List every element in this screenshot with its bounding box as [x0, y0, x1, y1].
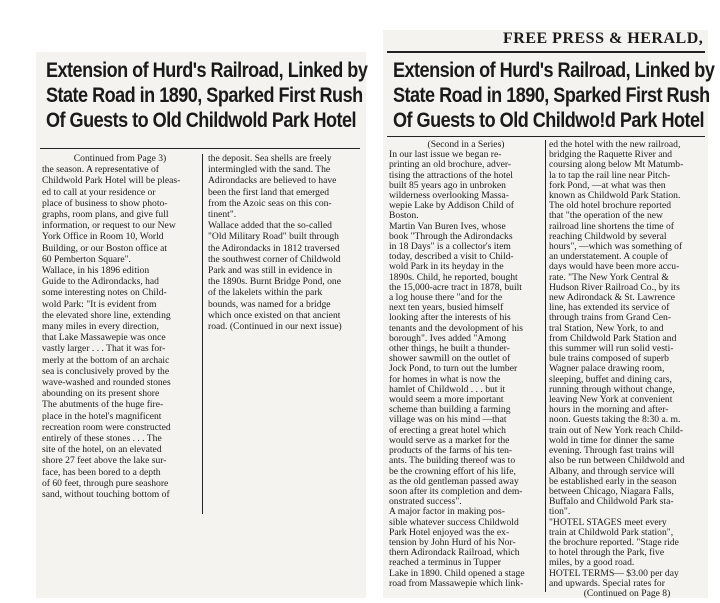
text-line: other things, he built a thunder-: [389, 344, 510, 355]
text-line: sea is conclusively proved by the: [42, 365, 170, 377]
text-line: known as Childwold Park Station.: [549, 191, 681, 202]
text-line: the deposit. Sea shells are freely: [208, 153, 332, 164]
text-line: fork Pond, —at what was then: [549, 180, 666, 191]
text-line: Building, or our Boston office at: [42, 242, 168, 254]
text-line: for homes in what is now the: [389, 374, 501, 385]
text-line: Hudson River Railroad Co., by its: [549, 282, 680, 293]
text-line: sand, without touching bottom of: [42, 489, 170, 501]
text-line: scheme than building a farming: [389, 405, 511, 416]
text-line: next ten years, busied himself: [389, 303, 504, 314]
text-line: tension by John Hurd of his Nor-: [389, 537, 516, 548]
text-line: road. (Continued in our next issue): [208, 321, 342, 333]
text-line: A major factor in making pos-: [389, 507, 505, 518]
text-line: a log house there "and for the: [389, 293, 503, 304]
text-line: that Lake Massawepie was once: [42, 332, 166, 344]
text-line: (Continued on Page 8): [583, 588, 671, 599]
text-line: HOTEL TERMS— $3.00 per day: [549, 568, 679, 579]
headline-rule: [387, 136, 705, 137]
text-line: in 18 Days" is a collector's item: [389, 242, 511, 253]
text-line: borough". Ives added "Among: [389, 333, 507, 344]
text-line: ed the hotel with the new railroad,: [549, 140, 681, 150]
column-rule: [202, 154, 203, 514]
text-line: intermingled with the sand. The: [208, 164, 331, 176]
text-line: Park and was still in evidence in: [208, 265, 333, 277]
text-line: thern Adirondack Railroad, which: [389, 548, 520, 559]
text-line: which once existed on that ancient: [208, 309, 341, 321]
text-line: onstrated success".: [389, 497, 462, 508]
text-line: bule trains composed of superb: [549, 354, 669, 365]
text-line: wave-washed and rounded stones: [42, 377, 171, 389]
left-clipping: [36, 52, 366, 598]
text-line: Childwold Park Hotel will be pleas-: [42, 175, 181, 187]
text-line: the 15,000-acre tract in 1878, built: [389, 282, 522, 293]
text-line: train out of New York reach Child-: [549, 425, 684, 436]
left-headline-line-3: Of Guests to Old Childwold Park Hotel: [46, 109, 357, 132]
right-headline-line-2: State Road in 1890, Sparked First Rush: [393, 84, 710, 107]
text-line: new Adirondack & St. Lawrence: [549, 293, 676, 304]
text-line: looking after the interests of his: [389, 313, 511, 324]
text-line: from Childwold Park Station and: [549, 333, 677, 344]
text-line: merly at the bottom of an archaic: [42, 354, 170, 366]
text-line: wold Park in its heyday in the: [389, 262, 504, 273]
text-line: be established early in the season: [549, 476, 677, 487]
text-line: the season. A representative of: [42, 164, 159, 176]
text-line: wilderness overlooking Massa-: [389, 191, 509, 202]
text-line: an understatement. A couple of: [549, 252, 669, 263]
text-line: tising the attractions of the hotel: [389, 170, 513, 181]
left-headline: [46, 58, 367, 133]
text-line: line, has extended its service of: [549, 303, 670, 314]
text-line: sible whatever success Childwold: [389, 517, 519, 528]
text-line: evening. Through fast trains will: [549, 446, 675, 457]
text-line: hours", —which was something of: [549, 242, 683, 253]
text-line: been the first land that emerged: [208, 186, 330, 198]
text-line: Continued from Page 3): [73, 153, 167, 164]
left-headline-line-2: State Road in 1890, Sparked First Rush: [46, 84, 363, 107]
masthead: FREE PRESS & HERALD,: [503, 30, 704, 47]
text-line: to hotel through the Park, five: [549, 548, 665, 559]
text-line: tion".: [549, 507, 571, 518]
text-line: sleeping, buffet and dining cars,: [549, 374, 672, 385]
text-line: Albany, and through service will: [549, 466, 675, 477]
text-line: "Old Military Road" built through: [208, 231, 339, 243]
text-line: miles, by a good road.: [549, 558, 635, 569]
text-line: reaching Childwold by several: [549, 231, 667, 242]
text-line: Adirondacks are believed to have: [208, 175, 337, 187]
right-headline-line-1: Extension of Hurd's Railroad, Linked by: [393, 59, 715, 82]
text-line: Park Hotel enjoyed was the ex-: [389, 527, 510, 538]
text-line: site of the hotel, on an elevated: [42, 444, 162, 456]
text-line: running through without change,: [549, 384, 675, 395]
text-line: information, or request to our New: [42, 220, 176, 232]
text-line: The old hotel brochure reported: [549, 201, 672, 212]
text-line: rate. "The New York Central &: [549, 272, 669, 283]
right-column-2: [549, 140, 705, 599]
text-line: the brochure reported. "Stage ride: [549, 537, 679, 548]
text-line: Jock Pond, to turn out the lumber: [389, 364, 518, 375]
text-line: tinent".: [208, 209, 237, 221]
text-line: railroad line shortens the time of: [549, 221, 674, 232]
masthead-rule: [387, 51, 705, 53]
text-line: of 60 feet, through pure seashore: [42, 477, 169, 489]
text-line: Lake in 1890. Child opened a stage: [389, 568, 525, 579]
text-line: the 1890s. Burnt Bridge Pond, one: [208, 276, 341, 288]
text-line: place in the hotel's magnificent: [42, 410, 162, 422]
text-line: would serve as a market for the: [389, 435, 510, 446]
text-line: shower sawmill on the outlet of: [389, 354, 511, 365]
text-line: York Office in Room 10, World: [42, 231, 164, 243]
text-line: face, has been bored to a depth: [42, 466, 161, 478]
text-line: road from Massawepie which link-: [389, 578, 524, 589]
text-line: tral Station, New York, to and: [549, 323, 664, 334]
text-line: printing an old brochure, adver-: [389, 160, 512, 171]
text-line: vastly larger . . . That it was for-: [42, 343, 166, 355]
text-line: tenants and the devolopment of his: [389, 323, 524, 334]
text-line: of the lakelets within the park: [208, 287, 323, 299]
text-line: bounds, was named for a bridge: [208, 298, 331, 310]
text-line: graphs, room plans, and give full: [42, 209, 169, 221]
text-line: products of the farms of his ten-: [389, 446, 513, 457]
left-column-2: [208, 153, 362, 332]
text-line: soon after its completion and dem-: [389, 486, 523, 497]
text-line: through trains from Grand Cen-: [549, 313, 672, 324]
text-line: hours in the morning and after-: [549, 405, 669, 416]
text-line: the Adirondacks in 1812 traversed: [208, 242, 340, 254]
text-line: many miles in every direction,: [42, 321, 159, 333]
text-line: days would have been more accu-: [549, 262, 680, 273]
text-line: would seem a more important: [389, 395, 504, 406]
text-line: place of business to show photo-: [42, 197, 168, 209]
text-line: In our last issue we began re-: [389, 150, 502, 161]
right-column-1: [389, 140, 543, 589]
right-headline: [393, 58, 714, 133]
text-line: this summer will run solid vesti-: [549, 344, 674, 355]
text-line: Guide to the Adirondacks, had: [42, 276, 159, 288]
text-line: also be run between Childwold and: [549, 456, 685, 467]
text-line: the southwest corner of Childwold: [208, 253, 341, 265]
text-line: entirely of these stones . . . The: [42, 433, 162, 445]
text-line: wold Park: "It is evident from: [42, 298, 157, 310]
text-line: that "the operation of the new: [549, 211, 663, 222]
text-line: 60 Pemberton Square".: [42, 253, 131, 265]
text-line: today, described a visit to Child-: [389, 252, 514, 263]
right-headline-line-3: Of Guests to Old Childwo!d Park Hotel: [393, 109, 705, 132]
text-line: Boston.: [389, 211, 419, 222]
headline-rule: [40, 148, 360, 149]
text-line: as the old gentleman passed away: [389, 476, 519, 487]
text-line: some interesting notes on Child-: [42, 287, 167, 299]
text-line: train at Childwold Park station",: [549, 527, 674, 538]
text-line: between Chicago, Niagara Falls,: [549, 486, 674, 497]
text-line: "HOTEL STAGES meet every: [549, 517, 667, 528]
text-line: noon. Guests taking the 8:30 a. m.: [549, 415, 681, 426]
text-line: village was on his mind —that: [389, 415, 507, 426]
text-line: from the Azoic seas on this con-: [208, 197, 332, 209]
text-line: shore 27 feet above the lake sur-: [42, 455, 167, 467]
text-line: Martin Van Buren Ives, whose: [389, 221, 506, 232]
text-line: Buffalo and Childwold Park sta-: [549, 497, 674, 508]
text-line: Wallace added that the so-called: [208, 220, 332, 232]
text-line: and upwards. Special rates for: [549, 578, 665, 589]
text-line: coursing along below Mt Matumb-: [549, 160, 684, 171]
text-line: abounding on its present shore: [42, 388, 160, 400]
text-line: bridging the Raquette River and: [549, 150, 673, 161]
left-column-1: [42, 153, 198, 500]
text-line: hamlet of Childwold . . . but it: [389, 384, 506, 395]
text-line: la to tap the rail line near Pitch-: [549, 170, 671, 181]
text-line: wepie Lake by Addison Child of: [389, 201, 514, 212]
text-line: recreation room were constructed: [42, 421, 171, 433]
text-line: wold in time for dinner the same: [549, 435, 675, 446]
text-line: leaving New York at convenient: [549, 395, 673, 406]
column-rule: [545, 140, 546, 592]
text-line: Wagner palace drawing room,: [549, 364, 665, 375]
text-line: built 85 years ago in unbroken: [389, 180, 506, 191]
text-line: be the crowning effort of his life,: [389, 466, 516, 477]
text-line: 1890s. Child, he reported, bought: [389, 272, 518, 283]
text-line: (Second in a Series): [427, 140, 505, 150]
text-line: The abutments of the huge fire-: [42, 399, 164, 411]
text-line: reached a terminus in Tupper: [389, 558, 501, 569]
text-line: book "Through the Adirondacks: [389, 231, 513, 242]
text-line: ed to call at your residence or: [42, 186, 156, 198]
left-headline-line-1: Extension of Hurd's Railroad, Linked by: [46, 59, 368, 82]
text-line: the elevated shore line, extending: [42, 309, 171, 321]
text-line: Wallace, in his 1896 edition: [42, 265, 150, 277]
right-clipping: [383, 30, 715, 599]
text-line: ants. The building thereof was to: [389, 456, 516, 467]
text-line: of erecting a great hotel which: [389, 425, 506, 436]
